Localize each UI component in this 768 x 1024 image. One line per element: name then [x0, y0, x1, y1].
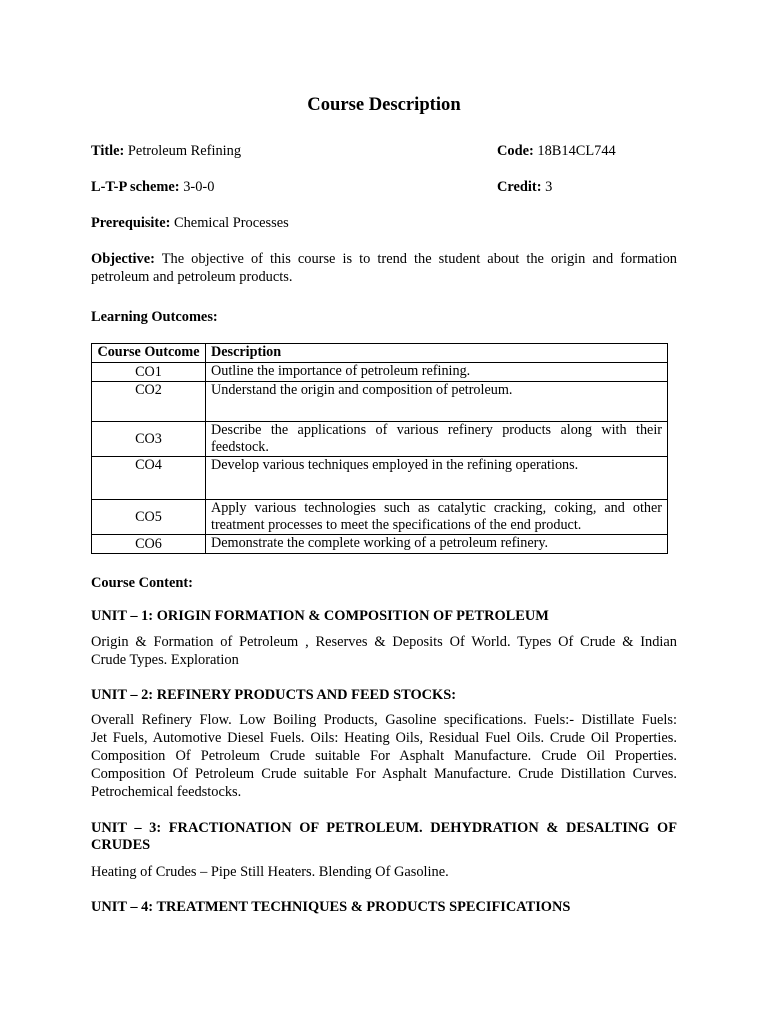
col-header-course-outcome: Course Outcome	[92, 344, 206, 363]
course-content-heading: Course Content:	[91, 575, 193, 591]
objective-text-1: The objective of this course is to trend the student about the origin and formation	[161, 251, 677, 267]
description-cell: Outline the importance of petroleum refining.	[206, 363, 668, 382]
learning-outcomes-table	[91, 343, 668, 554]
unit-3-heading-cont: CRUDES	[91, 837, 151, 853]
unit-2-heading: UNIT – 2: REFINERY PRODUCTS AND FEED STOCKS:	[91, 687, 457, 703]
unit-1-heading: UNIT – 1: ORIGIN FORMATION & COMPOSITION OF PETROLEUM	[91, 608, 549, 624]
table-header-row	[92, 344, 668, 363]
table-row	[92, 422, 668, 457]
co-cell: CO2	[92, 382, 206, 422]
course-code-value: 18B14CL744	[537, 143, 616, 159]
objective-line-1	[91, 251, 677, 269]
table-row	[92, 500, 668, 535]
description-cell: Apply various technologies such as catalytic cracking, coking, and other treatment processes to meet the specifications of the end product.	[206, 500, 668, 535]
unit-3-heading: UNIT – 3: FRACTIONATION OF PETROLEUM. DEHYDRATION & DESALTING OF	[91, 820, 677, 836]
page-title: Course Description	[307, 94, 461, 115]
credit-field	[497, 179, 552, 197]
unit-2-text-line: Petrochemical feedstocks.	[91, 784, 242, 800]
co-cell: CO6	[92, 535, 206, 554]
course-title-label: Title:	[91, 143, 125, 159]
prerequisite-value: Chemical Processes	[174, 215, 289, 231]
co-cell: CO1	[92, 363, 206, 382]
credit-label: Credit:	[497, 179, 542, 195]
col-header-description: Description	[206, 344, 668, 363]
unit-2-text-line: Jet Fuels, Automotive Diesel Fuels. Oils: Heating Oils, Residual Fuel Oils. Crude Oil Properties.	[91, 730, 677, 746]
description-cell: Demonstrate the complete working of a petroleum refinery.	[206, 535, 668, 554]
description-cell: Understand the origin and composition of petroleum.	[206, 382, 668, 422]
course-code-field	[497, 143, 616, 161]
co-cell: CO5	[92, 500, 206, 535]
ltp-scheme-value: 3-0-0	[183, 179, 215, 195]
unit-2-text-line: Overall Refinery Flow. Low Boiling Products, Gasoline specifications. Fuels:- Distillate Fuels:	[91, 712, 677, 728]
prerequisite-label: Prerequisite:	[91, 215, 171, 231]
unit-3-text-line: Heating of Crudes – Pipe Still Heaters. Blending Of Gasoline.	[91, 864, 449, 880]
objective-label: Objective:	[91, 251, 155, 267]
table-row	[92, 535, 668, 554]
unit-2-text-line: Composition Of Petroleum Crude suitable For Asphalt Manufacture. Crude Oil Properties.	[91, 748, 677, 764]
unit-2-text-line: Composition Of Petroleum Crude suitable For Asphalt Manufacture. Crude Distillation Curves.	[91, 766, 677, 782]
co-cell: CO3	[92, 422, 206, 457]
ltp-scheme-field	[91, 179, 214, 197]
co-cell: CO4	[92, 457, 206, 500]
course-code-label: Code:	[497, 143, 534, 159]
description-cell: Develop various techniques employed in the refining operations.	[206, 457, 668, 500]
table-row	[92, 363, 668, 382]
description-cell: Describe the applications of various refinery products along with their feedstock.	[206, 422, 668, 457]
course-title-value: Petroleum Refining	[127, 143, 242, 159]
ltp-scheme-label: L-T-P scheme:	[91, 179, 180, 195]
unit-1-text-line: Origin & Formation of Petroleum , Reserves & Deposits Of World. Types Of Crude & Indian	[91, 634, 677, 650]
unit-4-heading: UNIT – 4: TREATMENT TECHNIQUES & PRODUCTS SPECIFICATIONS	[91, 899, 571, 915]
course-title-field	[91, 143, 241, 161]
prerequisite-field	[91, 215, 289, 233]
table-row	[92, 382, 668, 422]
unit-1-text-line: Crude Types. Exploration	[91, 652, 239, 668]
objective-line-2: petroleum and petroleum products.	[91, 269, 293, 285]
table-row	[92, 457, 668, 500]
credit-value: 3	[545, 179, 553, 195]
learning-outcomes-heading: Learning Outcomes:	[91, 309, 218, 325]
